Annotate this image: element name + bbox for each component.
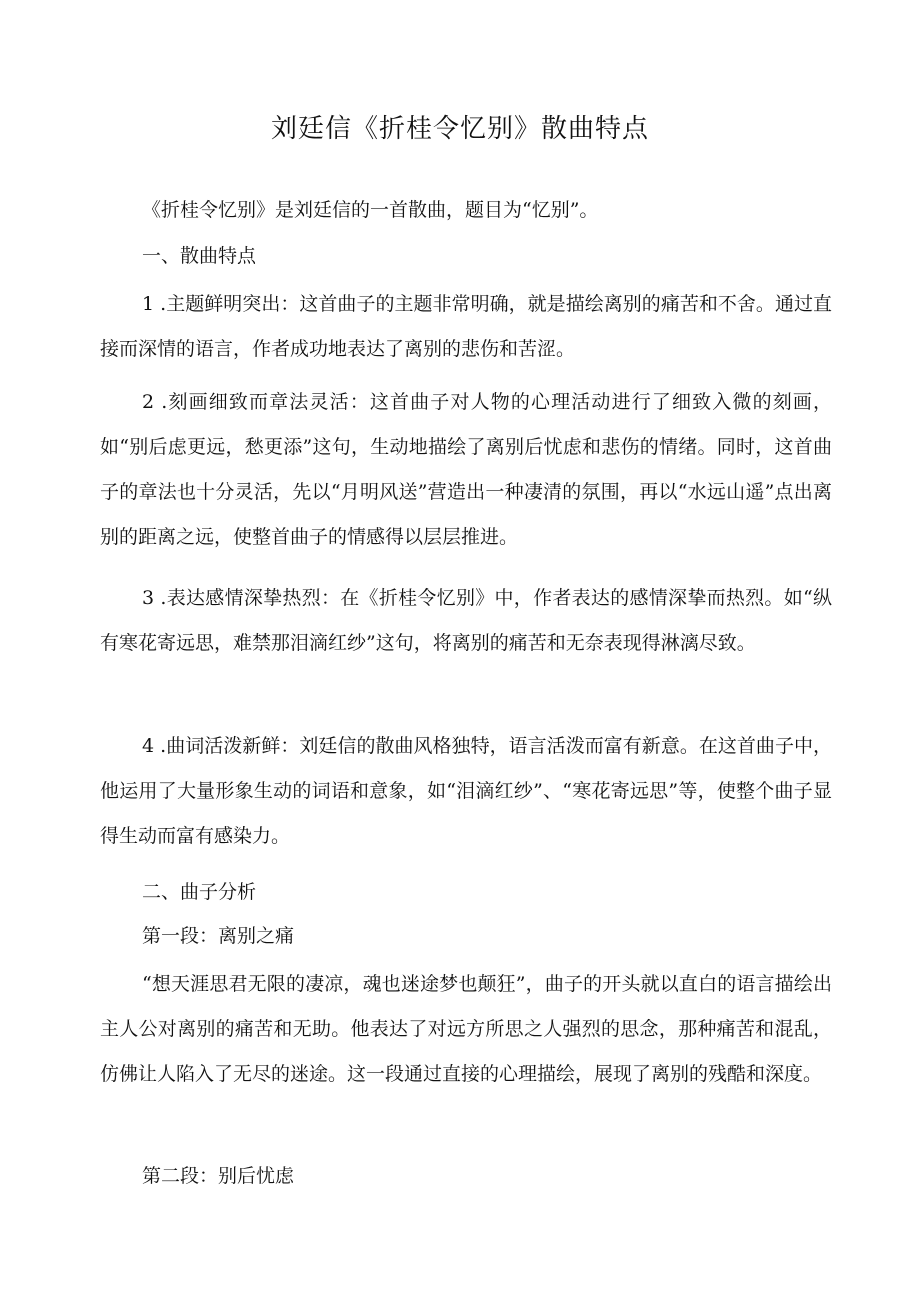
document-title: 刘廷信《折桂令忆别》散曲特点 <box>270 114 649 144</box>
feature-item-4: 4 .曲词活泼新鲜：刘廷信的散曲风格独特，语言活泼而富有新意。在这首曲子中，他运用了大量形象生动的词语和意象，如“泪滴红纱”、“寒花寄远思”等，使整个曲子显得生动而富有感染力。 <box>100 735 832 847</box>
intro-paragraph: 《折桂令忆别》是刘廷信的一首散曲，题目为“忆别”。 <box>142 199 599 221</box>
feature-item-3: 3 .表达感情深挚热烈：在《折桂令忆别》中，作者表达的感情深挚而热烈。如“纵有寒花寄远思，难禁那泪滴红纱”这句，将离别的痛苦和无奈表现得淋漓尽致。 <box>100 587 832 654</box>
part1-heading: 第一段：离别之痛 <box>142 925 295 947</box>
part1-paragraph: “想天涯思君无限的凄凉，魂也迷途梦也颠狂”，曲子的开头就以直白的语言描绘出主人公对离别的痛苦和无助。他表达了对远方所思之人强烈的思念，那种痛苦和混乱，仿佛让人陷入了无尽的迷途。这一段通过直接的心理描绘，展现了离别的残酷和深度。 <box>100 973 832 1085</box>
part2-heading: 第二段：别后忧虑 <box>142 1165 295 1187</box>
feature-item-2: 2 .刻画细致而章法灵活：这首曲子对人物的心理活动进行了细致入微的刻画，如“别后虑更远，愁更添”这句，生动地描绘了离别后忧虑和悲伤的情绪。同时，这首曲子的章法也十分灵活，先以“月明风送”营造出一种凄清的氛围，再以“水远山遥”点出离别的距离之远，使整首曲子的情感得以层层推进。 <box>100 391 832 548</box>
section-heading-features: 一、散曲特点 <box>142 245 257 267</box>
feature-item-1: 1 .主题鲜明突出：这首曲子的主题非常明确，就是描绘离别的痛苦和不舍。通过直接而深情的语言，作者成功地表达了离别的悲伤和苦涩。 <box>100 293 832 360</box>
section-heading-analysis: 二、曲子分析 <box>142 881 257 903</box>
